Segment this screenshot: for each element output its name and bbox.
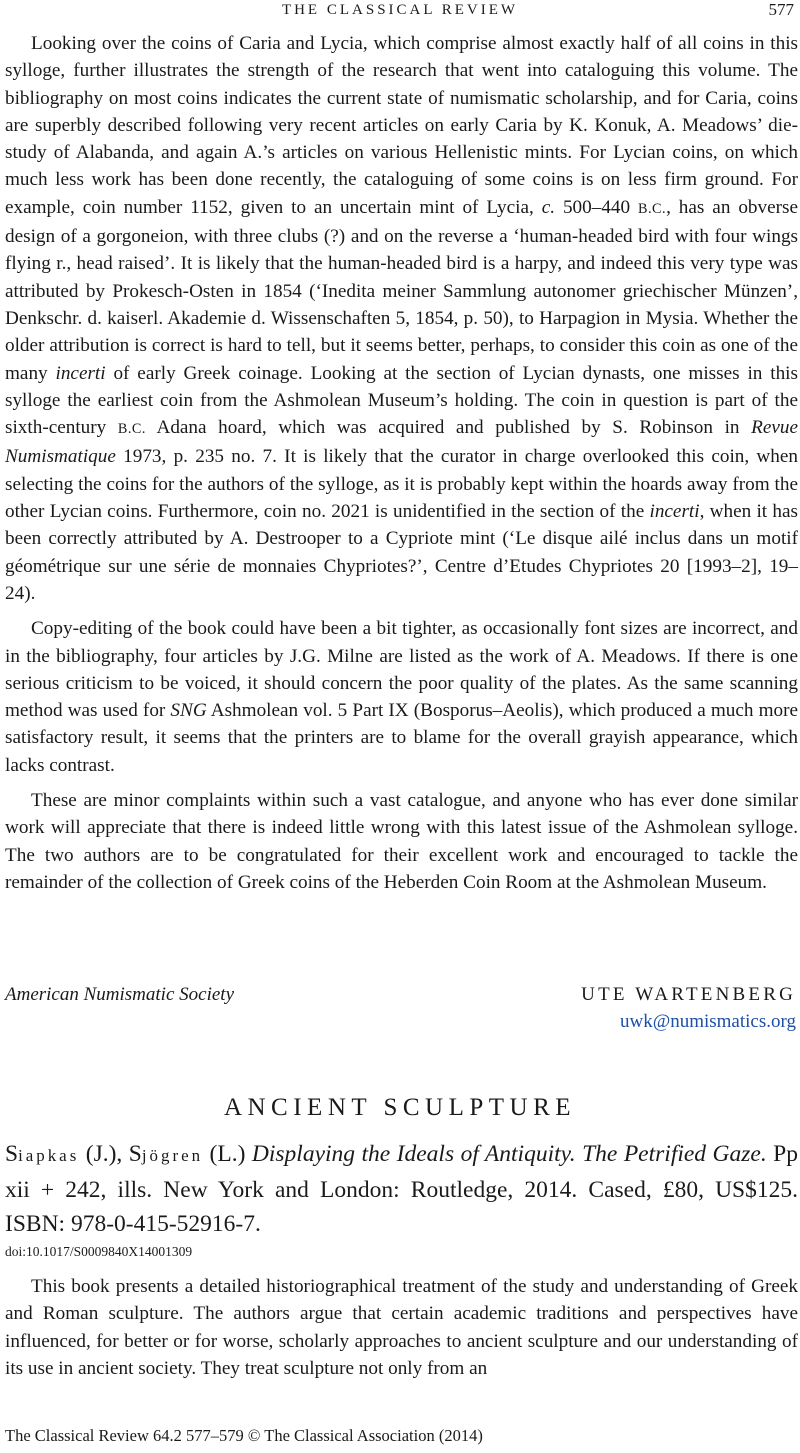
doi-link[interactable]: doi:10.1017/S0009840X14001309 [5,1244,193,1259]
journal-running-title: THE CLASSICAL REVIEW [281,2,519,18]
paragraph [5,787,798,896]
reviewer-email-link[interactable]: uwk@numismatics.org [619,1011,796,1032]
book-details: Pp xii + 242, ills. New York and London: Routledge, 2014. Cased, £80, US$125. ISBN: 978-0-415-52916-7. [5,1141,798,1237]
text-run: Adana hoard, which was acquired and published by S. Robinson in [145,417,752,439]
italic-text: incerti [649,501,700,523]
page-footer: The Classical Review 64.2 577–579 © The Classical Association (2014) [5,1426,483,1445]
italic-text: incerti [55,362,106,384]
section-heading: ANCIENT SCULPTURE [223,1094,577,1121]
italic-text: Revue Numismatique [5,417,798,468]
italic-text: c. [541,196,556,218]
text-run: These are minor complaints within such a vast catalogue, and anyone who has ever done similar work will appreciate that there is indeed little wrong with this latest issue of the Ashmolean sylloge. The two authors are to be congratulated for their excellent work and encouraged to tackle the remainder of the collection of Greek coins of the Heberden Coin Room at the Ashmolean Museum. [5,790,798,893]
text-run: This book presents a detailed historiographical treatment of the study and understanding of Greek and Roman sculpture. The authors argue that certain academic traditions and perspectives have influenced, for better or for worse, scholarly approaches to ancient sculpture and our understanding of its use in ancient society. They treat sculpture not only from an [5,1276,798,1379]
paragraph [5,1273,798,1382]
sculpture-review-body [5,1273,798,1382]
text-run: of early Greek coinage. Looking at the section of Lycian dynasts, one misses in this sylloge the earliest coin from the Ashmolean Museum’s holding. The coin in question is part of the sixth-century [5,362,798,439]
reviewer-affiliation: American Numismatic Society [5,984,235,1005]
previous-review-body [5,30,798,896]
book-review-heading [5,1137,798,1241]
text-run: Looking over the coins of Caria and Lycia, which comprise almost exactly half of all coins in this sylloge, further illustrates the strength of the research that went into cataloguing this volume. The bibliography on most coins indicates the current state of numismatic scholarship, and for Caria, coins are superbly described following very recent articles on early Caria by K. Konuk, A. Meadows’ die-study of Alabanda, and again A.’s articles on various Hellenistic mints. For Lycian coins, on which much less work has been done recently, the cataloguing of some coins is on less firm ground. For example, coin number 1152, given to an uncertain mint of Lycia, [5,33,798,218]
text-run: 1973, p. 235 no. 7. It is likely that the curator in charge overlooked this coin, when selecting the coins for the authors of the sylloge, as it is probably kept within the hoards away from the other Lycian coins. Furthermore, coin no. 2021 is unidentified in the section of the [5,446,798,523]
reviewer-name: UTE WARTENBERG [581,984,796,1005]
text-run: Copy-editing of the book could have been a bit tighter, as occasionally font sizes are incorrect, and in the bibliography, four articles by J.G. Milne are listed as the work of A. Meadows. If there is one serious criticism to be voiced, it should concern the poor quality of the plates. As the same scanning method was used for [5,618,798,722]
book-author-2: Sjögren (L.) [128,1141,252,1167]
book-title: Displaying the Ideals of Antiquity. The Petrified Gaze. [251,1141,767,1167]
page-number: 577 [768,0,794,19]
text-run: , has an obverse design of a gorgoneion, with three clubs (?) and on the reverse a ‘human-headed bird with four wings flying r., head raised’. It is likely that the human-headed bird is a harpy, and indeed this very type was attributed by Prokesch-Osten in 1854 (‘Inedita meiner Sammlung autonomer griechischer Münzen’, Denkschr. d. kaiserl. Akademie d. Wissenschaften 5, 1854, p. 50), to Harpagion in Mysia. Whether the older attribution is correct is hard to tell, but it seems better, perhaps, to consider this coin as one of the many [5,196,799,384]
text-run: Ashmolean vol. 5 Part IX (Bosporus–Aeolis), which produced a much more satisfactory result, it seems that the printers are to blame for the overall grayish appearance, which lacks contrast. [5,700,798,776]
text-run: , when it has been correctly attributed by A. Destrooper to a Cypriote mint (‘Le disque ailé inclus dans un motif géométrique sur une série de monnaies Chypriotes?’, Centre d’Etudes Chypriotes 20 [1993–2], 19–24). [5,501,798,604]
paragraph [5,615,798,779]
text-run: 500–440 [555,196,639,218]
paragraph [5,30,798,607]
italic-text: SNG [170,700,207,722]
small-caps-text: B.C. [638,200,667,217]
book-author-1: Siapkas (J.), [5,1141,129,1167]
running-head [0,0,800,24]
small-caps-text: B.C. [117,421,146,438]
